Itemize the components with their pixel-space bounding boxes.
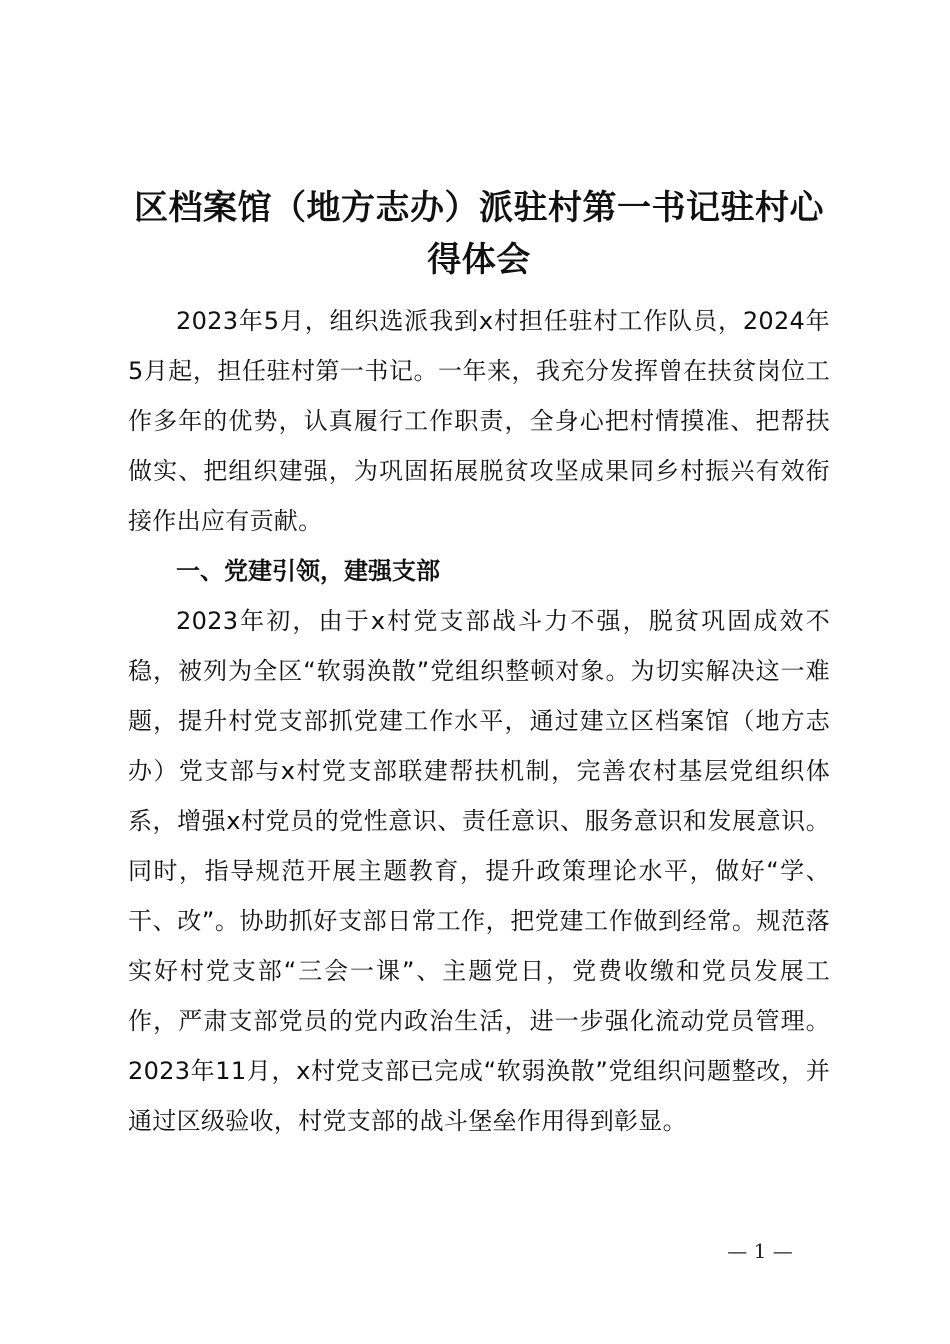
paragraph-section-1: 2023年初，由于x村党支部战斗力不强，脱贫巩固成效不稳，被列为全区“软弱涣散”党组织整顿对象。为切实解决这一难题，提升村党支部抓党建工作水平，通过建立区档案馆（地方志办）党支部与x村党支部联建帮扶机制，完善农村基层党组织体系，增强x村党员的党性意识、责任意识、服务意识和发展意识。同时，指导规范开展主题教育，提升政策理论水平，做好“学、干、改”。协助抓好支部日常工作，把党建工作做到经常。规范落实好村党支部“三会一课”、主题党日，党费收缴和党员发展工作，严肃支部党员的党内政治生活，进一步强化流动党员管理。2023年11月，x村党支部已完成“软弱涣散”党组织问题整改，并通过区级验收，村党支部的战斗堡垒作用得到彰显。 — [128, 607, 830, 1135]
page-number: — 1 — — [727, 1239, 793, 1263]
paragraph-intro: 2023年5月，组织选派我到x村担任驻村工作队员，2024年5月起，担任驻村第一书记。一年来，我充分发挥曾在扶贫岗位工作多年的优势，认真履行工作职责，全身心把村情摸准、把帮扶做实、把组织建强，为巩固拓展脱贫攻坚成果同乡村振兴有效衔接作出应有贡献。 — [128, 307, 830, 535]
section-heading-1: 一、党建引领，建强支部 — [176, 557, 440, 585]
document-page — [128, 182, 830, 1146]
document-title: 区档案馆（地方志办）派驻村第一书记驻村心得体会 — [134, 188, 824, 280]
document-body — [128, 296, 830, 1146]
